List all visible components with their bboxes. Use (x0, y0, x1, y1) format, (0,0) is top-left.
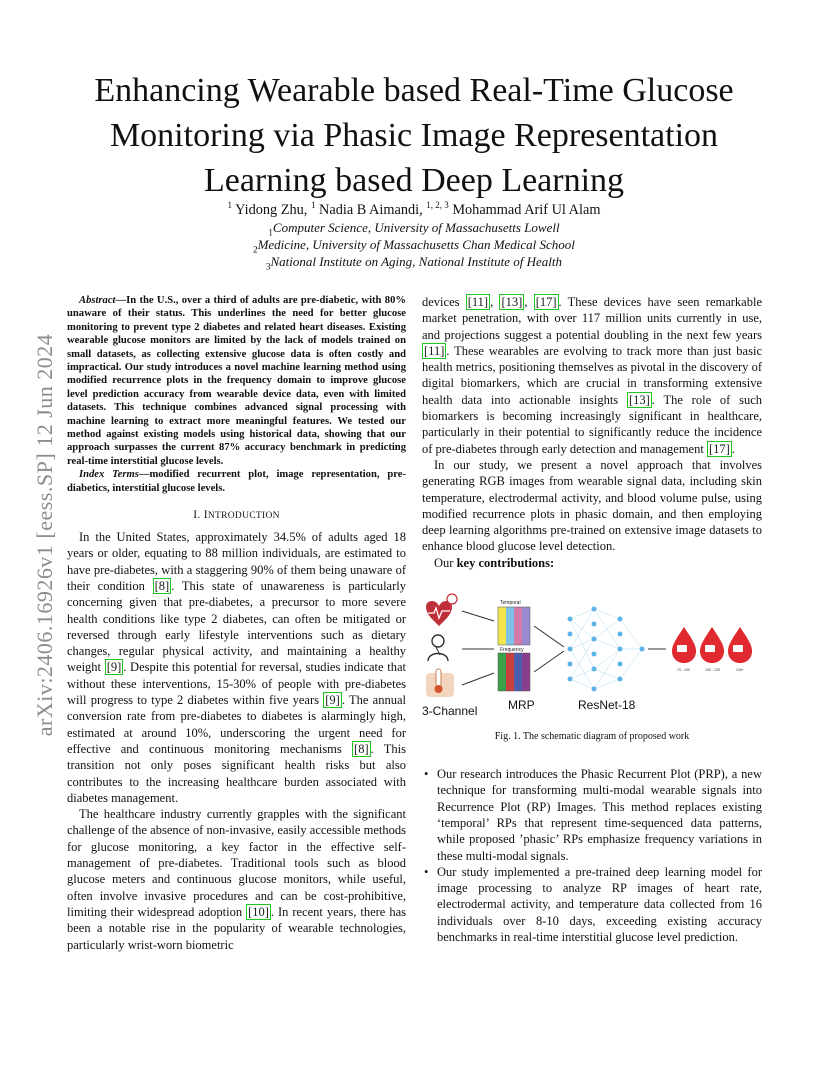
affiliation-1-num: 1 (268, 227, 273, 238)
author-3-affil: 1, 2, 3 (426, 200, 449, 210)
contributions-list (422, 766, 762, 945)
text-run: . The role of such biomarkers is becoming increasingly significant in healthcare, particularly in their potential to significantly reduce the incidence of pre-diabetes through early detection and management (422, 392, 762, 456)
citation-link[interactable]: [11] (424, 343, 445, 358)
author-1: Yidong Zhu, (232, 201, 311, 218)
affiliation-2-num: 2 (253, 244, 258, 255)
blood-drop-icon-3 (728, 627, 752, 663)
right-column (422, 294, 762, 945)
text-run: The healthcare industry currently grapples with the significant challenge of the absence of non-invasive, easily accessible methods for glucose monitoring, a key factor in the effective self-management of pre-diabetes. Traditional tools such as blood glucose meters and continuous glucose monitors, while useful, often involve invasive procedures and can be cost-prohibitive, limiting their widespread adoption (67, 807, 406, 919)
affiliation-3-text: National Institute on Aging, National Institute of Health (270, 254, 563, 269)
person-icon (428, 635, 448, 661)
contribution-item-2: • Our study implemented a pre-trained deep learning model for image processing to analyze RP images of heart rate, electrodermal activity, and temperature data collected from 16 individuals over 8-10 days, exceeding existing accuracy benchmarks in real-time interstitial glucose level prediction. (422, 864, 762, 945)
output-label-2: 100 - 125 (705, 668, 720, 673)
contribution-item-1: • Our research introduces the Phasic Recurrent Plot (PRP), a new technique for transforming multi-modal wearable signals into Recurrence Plot (RP) Images. This method replaces existing ‘temporal’ RPs that represent time-sequenced data patterns, while proposed ’phasic’ RPs emphasize frequency variations in these multi-modal signals. (422, 766, 762, 864)
blood-drop-icon-1 (672, 627, 696, 663)
label-mrp: MRP (508, 698, 535, 713)
contributions-prefix: Our (434, 555, 457, 570)
abstract-label: Abstract (79, 295, 116, 306)
contributions-bold: key contributions: (456, 555, 555, 570)
citation-link[interactable]: [13] (501, 295, 523, 309)
citation-link[interactable]: [9] (106, 660, 122, 675)
author-list (80, 200, 748, 219)
paper-title (80, 68, 748, 203)
index-terms-text: —modified recurrent plot, image representation, pre-diabetics, interstitial glucose levels. (67, 469, 406, 494)
output-label-3: 126+ (736, 668, 744, 673)
author-2-affil: 1 (310, 200, 316, 210)
arxiv-stamp (27, 290, 63, 780)
text-run: , (490, 295, 500, 309)
label-temporal: Temporal (500, 600, 521, 607)
mrp-arrows (534, 626, 564, 672)
citation-link[interactable]: [11] (467, 295, 489, 309)
section-rest: NTRODUCTION (207, 511, 280, 522)
text-run: . This state of unawareness is particularly concerning given that pre-diabetes, a precursor to more severe health conditions like type 2 diabetes, can often be mitigated or reversed through early lifestyle interventions such as dietary changes, regular physical activity, and maintaining a healthy weight (67, 578, 406, 675)
citation-link[interactable]: [8] (154, 578, 170, 593)
author-1-affil: 1 (227, 200, 233, 210)
resnet-network (570, 609, 642, 689)
affiliation-2-text: Medicine, University of Massachusetts Chan Medical School (257, 237, 575, 252)
citation-link[interactable]: [13] (628, 392, 650, 407)
affiliation-3-num: 3 (265, 261, 271, 272)
section-heading-introduction (67, 509, 406, 521)
affiliation-1-text: Computer Science, University of Massachusetts Lowell (272, 220, 560, 235)
citation-link[interactable]: [9] (325, 693, 340, 708)
affiliation-3 (80, 254, 748, 272)
abstract (67, 294, 406, 468)
affiliation-2 (80, 237, 748, 255)
abstract-text: —In the U.S., over a third of adults are pre-diabetic, with 80% unaware of their status. This underlines the need for better glucose monitoring to prevent type 2 diabetes and related heart diseases. Existing wearable glucose monitors are limited by the lack of models trained on small datasets, as collecting extensive glucose data is often costly and impractical. Our study introduces a novel machine learning method using modified recurrence plots in the frequency domain to improve glucose level prediction accuracy from wearable device data, even with limited datasets. This technique combines advanced signal processing with machine learning to extract more meaningful features. We tested our method against existing models using historical data, showing that our approach surpasses the current 87% accuracy benchmark in predicting real-time interstitial glucose levels. (67, 295, 406, 467)
text-run: . These wearables are evolving to track more than just basic health metrics, positioning themselves as pivotal in the discovery of digital biomarkers, which are crucial in transforming extensive health data into actionable insights (422, 343, 762, 407)
blood-drop-icon-2 (700, 627, 724, 663)
title-line-3: Learning based Deep Learning (203, 162, 625, 199)
text-run: , (524, 295, 534, 309)
schematic-diagram (422, 589, 762, 725)
figure-caption: Fig. 1. The schematic diagram of proposed work (494, 731, 690, 743)
text-run: devices (422, 295, 466, 309)
text-run: . In recent years, there has been a notable rise in the popularity of wearable technologies, particularly wrist-worn biometric (67, 904, 406, 952)
output-label-1: 70 - 100 (677, 668, 690, 673)
mrp-temporal-block (498, 607, 530, 645)
section-initial: I (203, 509, 208, 522)
text-run: In the United States, approximately 34.5% of adults aged 18 years or older, equating to 88 million individuals, are estimated to have pre-diabetes, with a staggering 90% of them being unaware of their condition (67, 530, 406, 593)
right-paragraph-2: In our study, we present a novel approach that involves generating RGB images from wearable signal data, including skin temperature, electrodermal activity, and blood volume pulse, using modified recurrence plots in phasic domain, and then employing deep learning algorithms pre-trained on extensive image datasets to enhance blood glucose level detection. (422, 457, 762, 554)
heart-rate-icon (426, 594, 457, 626)
text-run: . Despite this potential for reversal, studies indicate that without these interventions, 15-30% of people with pre-diabetes will progress to type 2 diabetes within five years (67, 660, 406, 708)
label-frequency: Frequency (500, 647, 524, 654)
text-run: . (731, 441, 735, 456)
left-column (67, 294, 406, 953)
text-run: . The annual conversion rate from pre-diabetes to diabetes is alarmingly high, estimated at around 10%, underscoring the urgent need for effective and continuous monitoring mechanisms (67, 693, 406, 756)
temperature-icon (426, 669, 454, 697)
index-terms (67, 468, 406, 495)
contributions-intro (422, 555, 762, 571)
arxiv-stamp-text: arXiv:2406.16926v1 [eess.SP] 12 Jun 2024 (32, 333, 57, 737)
label-3-channel: 3-Channel (422, 704, 478, 719)
title-line-1: Enhancing Wearable based Real-Time Glucose (94, 72, 734, 109)
affiliation-1 (80, 220, 748, 238)
intro-paragraph-1 (67, 529, 406, 806)
text-run: . This transition not only poses significant health risks but also contributes to the increasing healthcare burden associated with diabetes management. (67, 741, 406, 805)
figure-schematic (422, 589, 762, 725)
author-2: Nadia B Aimandi, (315, 201, 427, 218)
citation-link[interactable]: [17] (708, 441, 730, 456)
citation-link[interactable]: [8] (354, 741, 369, 756)
citation-link[interactable]: [10] (248, 904, 269, 919)
title-line-2: Monitoring via Phasic Image Representation (109, 117, 719, 154)
author-3: Mohammad Arif Ul Alam (448, 201, 601, 218)
label-resnet: ResNet-18 (578, 698, 636, 713)
section-number: I. (193, 509, 204, 522)
input-arrows (462, 611, 494, 685)
index-terms-label: Index Terms (79, 469, 139, 481)
right-paragraph-1 (422, 294, 762, 457)
text-run: . These devices have seen remarkable market penetration, with over 117 million units currently in use, and projections suggest a potential doubling in the next few years (422, 295, 763, 342)
mrp-frequency-block (498, 653, 530, 691)
citation-link[interactable]: [17] (535, 295, 557, 309)
intro-paragraph-2 (67, 806, 406, 953)
